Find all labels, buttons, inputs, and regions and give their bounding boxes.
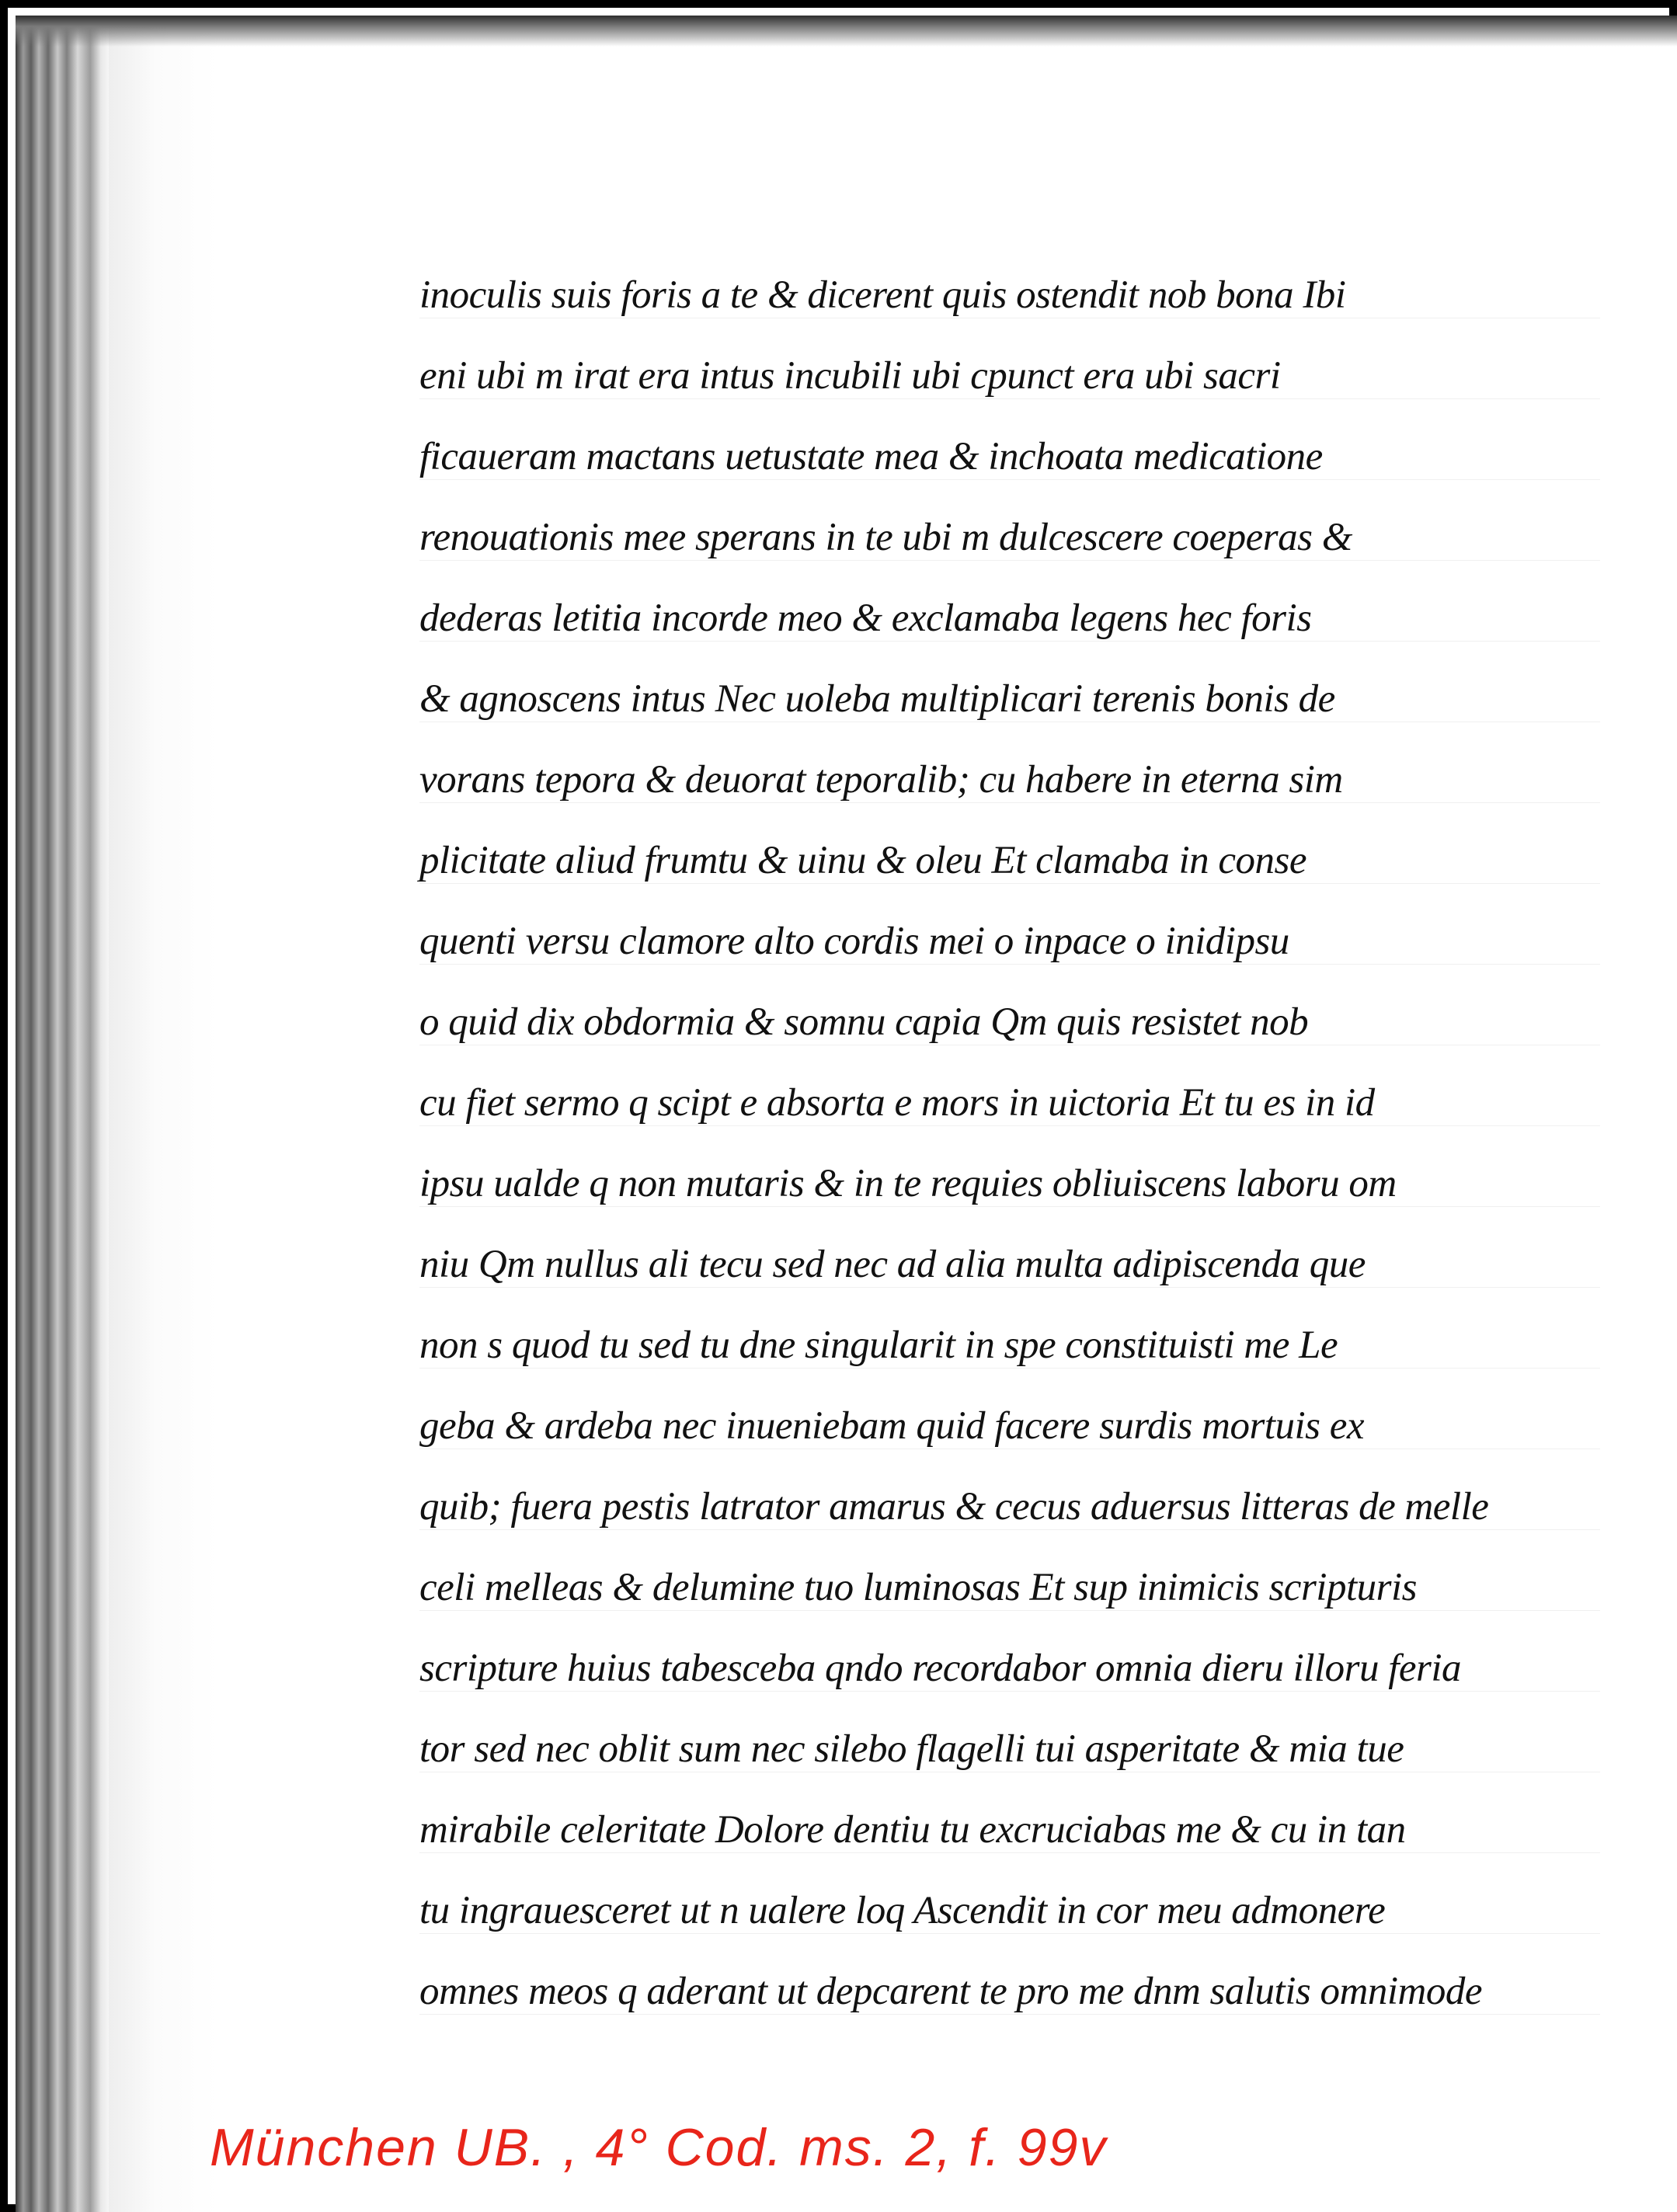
manuscript-line: vorans tepora & deuorat teporalib; cu habere in eterna sim <box>419 739 1600 820</box>
manuscript-line: geba & ardeba nec inueniebam quid facere surdis mortuis ex <box>419 1386 1600 1466</box>
manuscript-line: ipsu ualde q non mutaris & in te requies obliuiscens laboru om <box>419 1143 1600 1224</box>
manuscript-line: plicitate aliud frumtu & uinu & oleu Et clamaba in conse <box>419 820 1600 901</box>
book-binding-edge <box>16 16 109 2212</box>
manuscript-line: & agnoscens intus Nec uoleba multiplicari terenis bonis de <box>419 659 1600 739</box>
manuscript-line: mirabile celeritate Dolore dentiu tu excruciabas me & cu in tan <box>419 1789 1600 1870</box>
manuscript-line: cu fiet sermo q scipt e absorta e mors in uictoria Et tu es in id <box>419 1063 1600 1143</box>
manuscript-line: eni ubi m irat era intus incubili ubi cpunct era ubi sacri <box>419 336 1600 416</box>
manuscript-line: dederas letitia incorde meo & exclamaba legens hec foris <box>419 578 1600 659</box>
manuscript-line: quib; fuera pestis latrator amarus & cecus aduersus litteras de melle <box>419 1466 1600 1547</box>
manuscript-line: quenti versu clamore alto cordis mei o inpace o inidipsu <box>419 901 1600 982</box>
manuscript-line: ficaueram mactans uetustate mea & inchoata medicatione <box>419 416 1600 497</box>
manuscript-line: renouationis mee sperans in te ubi m dulcescere coeperas & <box>419 497 1600 578</box>
manuscript-line: non s quod tu sed tu dne singularit in spe constituisti me Le <box>419 1305 1600 1386</box>
shelfmark-annotation: München UB. , 4° Cod. ms. 2, f. 99v <box>210 2118 1108 2177</box>
manuscript-line: celi melleas & delumine tuo luminosas Et sup inimicis scripturis <box>419 1547 1600 1628</box>
manuscript-line: omnes meos q aderant ut depcarent te pro me dnm salutis omnimode <box>419 1951 1600 2032</box>
manuscript-line: tor sed nec oblit sum nec silebo flagelli tui asperitate & mia tue <box>419 1709 1600 1789</box>
manuscript-text-block <box>419 255 1600 2032</box>
manuscript-line: scripture huius tabesceba qndo recordabor omnia dieru illoru feria <box>419 1628 1600 1709</box>
manuscript-line: niu Qm nullus ali tecu sed nec ad alia multa adipiscenda que <box>419 1224 1600 1305</box>
manuscript-line: o quid dix obdormia & somnu capia Qm quis resistet nob <box>419 982 1600 1063</box>
top-edge-shadow <box>16 16 1677 47</box>
manuscript-line: tu ingrauesceret ut n ualere loq Ascendit in cor meu admonere <box>419 1870 1600 1951</box>
manuscript-line: inoculis suis foris a te & dicerent quis ostendit nob bona Ibi <box>419 255 1600 336</box>
